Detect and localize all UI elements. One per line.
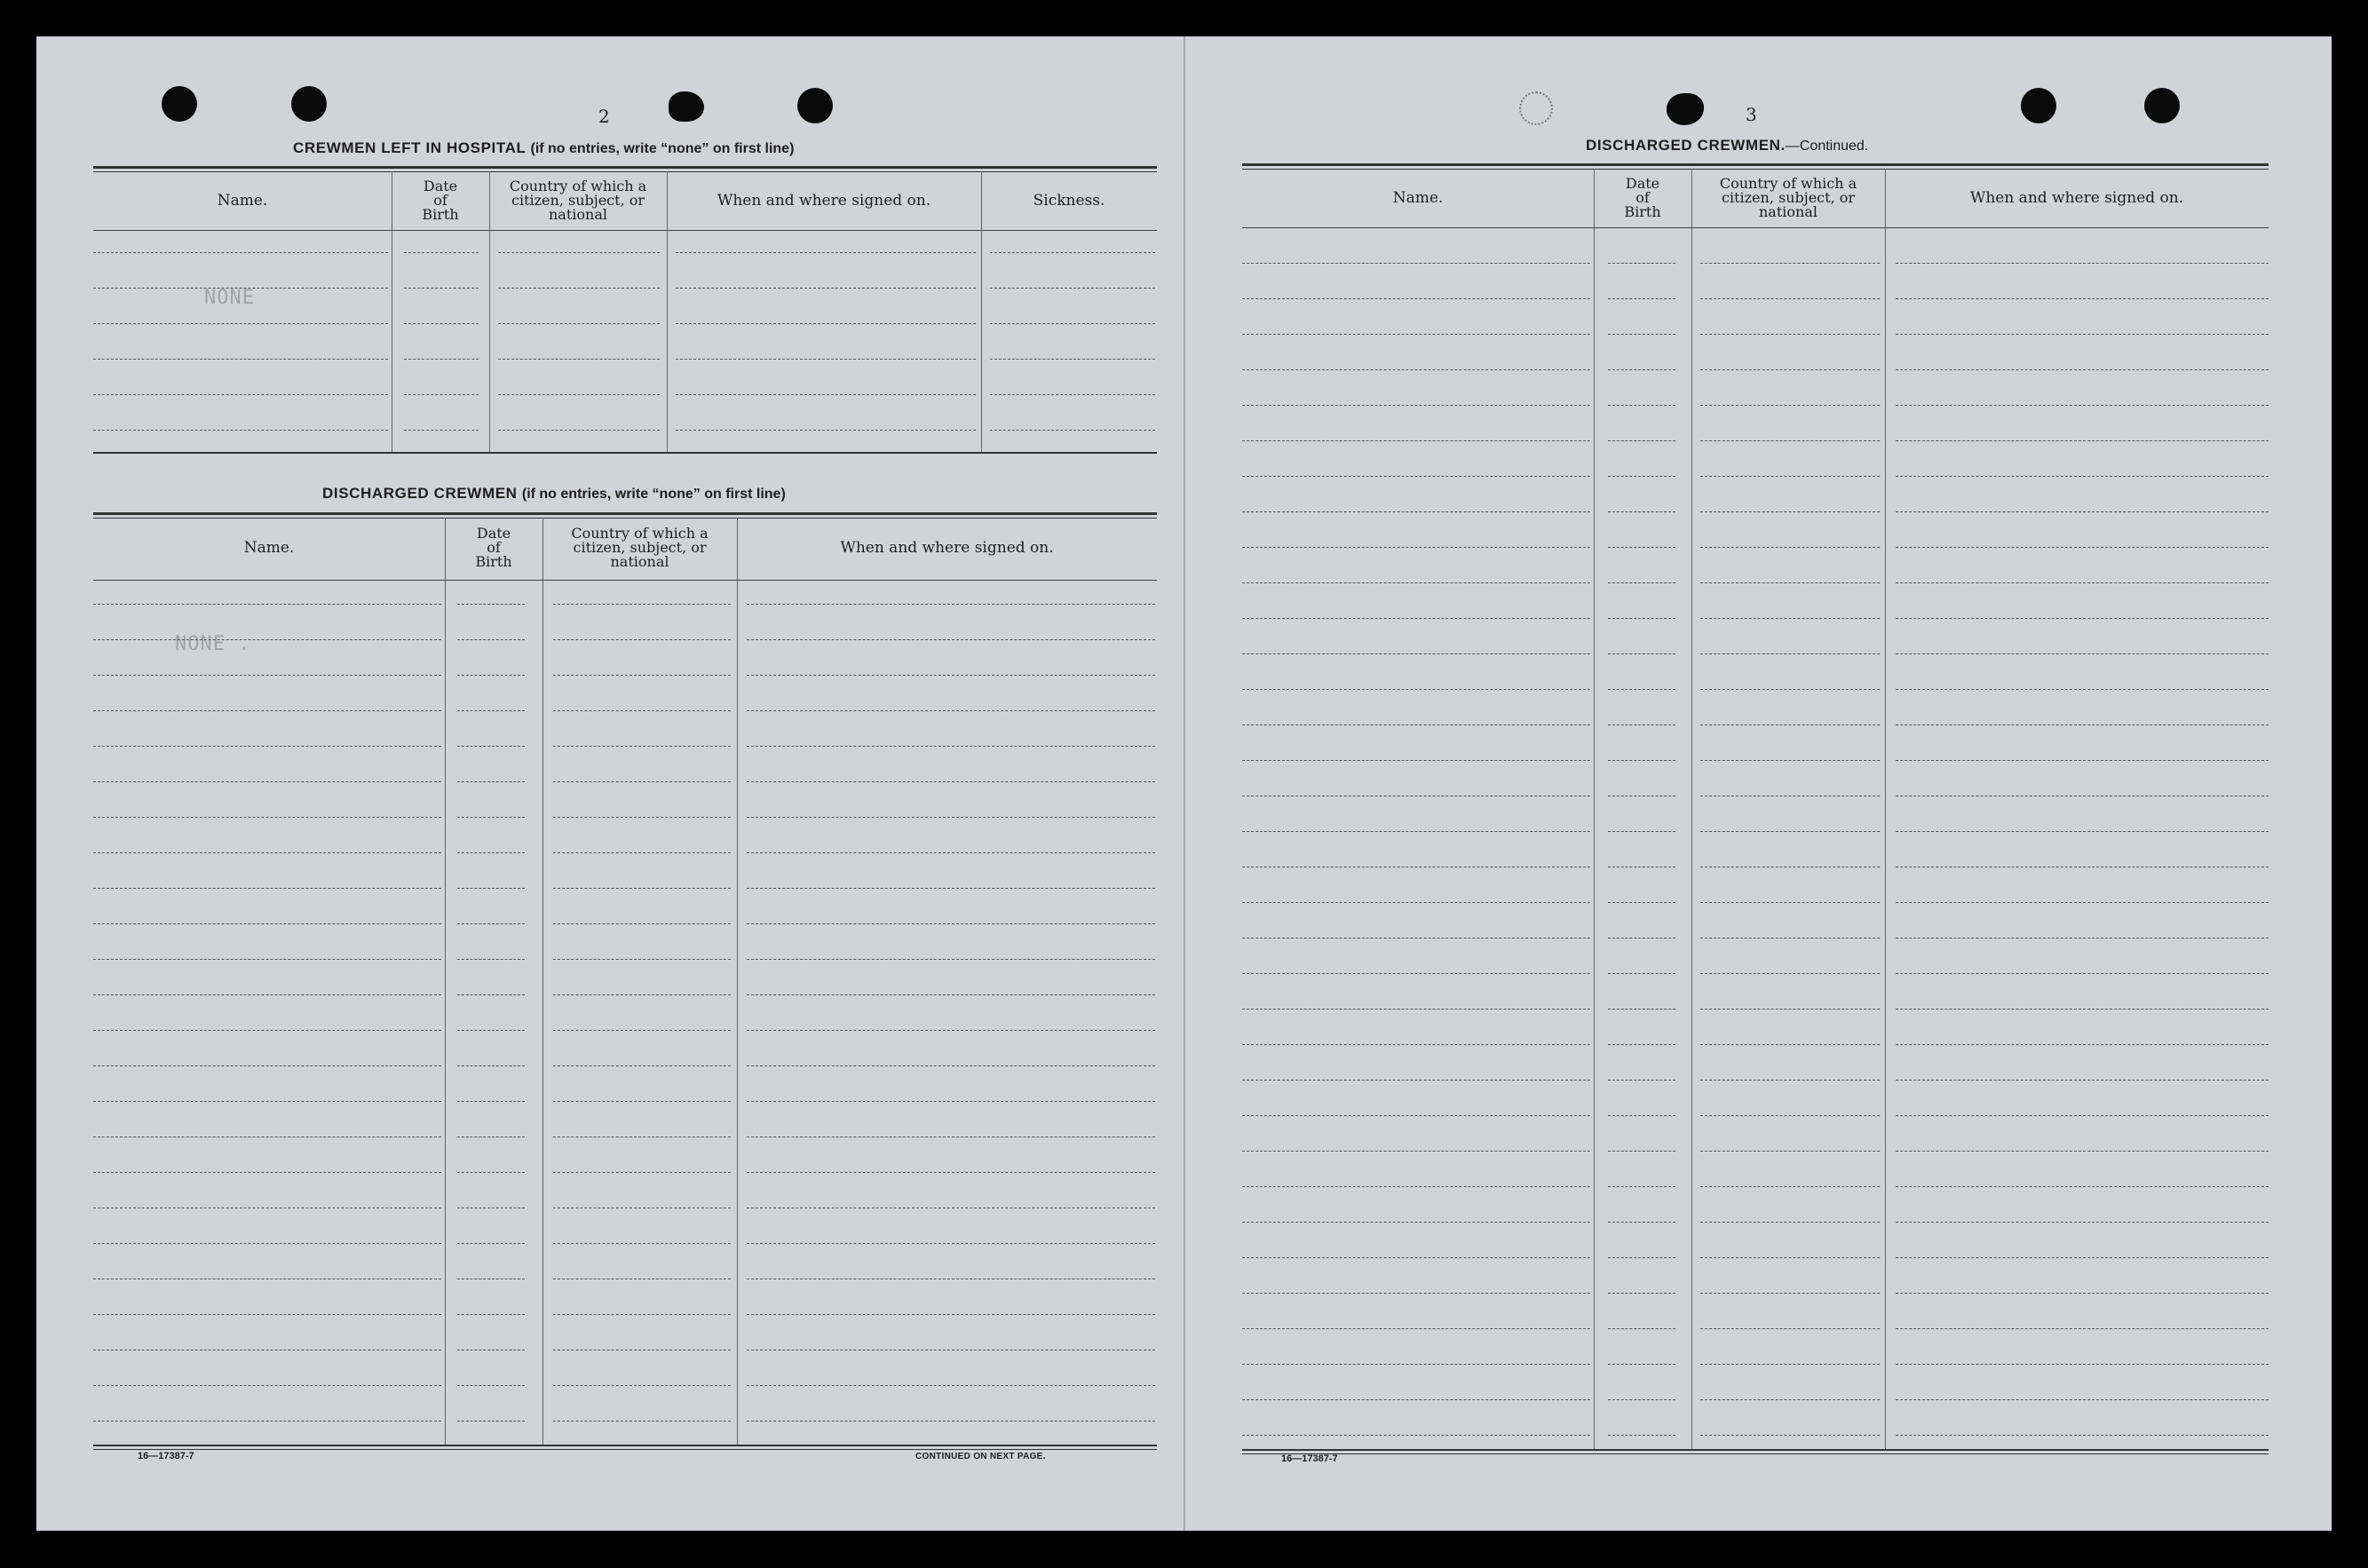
entry-line [747,710,1155,711]
entry-line [747,781,1155,782]
entry-line [1242,760,1590,761]
entry-line [990,288,1155,289]
entry-line [404,430,479,431]
entry-line [676,430,976,431]
entry-line [1896,1435,2269,1436]
entry-line [1608,973,1675,974]
header-date-of-birth: Date of Birth [422,178,459,223]
discharged-instruction: (if no entries, write “none” on first line) [521,487,786,502]
entry-line [553,1385,731,1386]
table-bottom-rule [93,452,1157,454]
entry-line [676,323,976,324]
entry-line [93,852,441,853]
hospital-table [93,166,1157,495]
entry-line [1242,405,1590,406]
entry-line [553,1314,731,1315]
entry-line [93,1065,441,1066]
entry-line [1242,689,1590,690]
entry-line [1608,298,1675,299]
punch-hole [2021,88,2056,123]
entry-line [457,1172,525,1173]
entry-line [1896,1399,2269,1400]
entry-value: NONE . [175,633,251,655]
entry-line [1700,618,1880,619]
entry-line [1896,902,2269,903]
left-page [36,36,1184,1531]
entry-line [553,746,731,747]
entry-line [1242,1044,1590,1045]
entry-line [93,323,388,324]
entry-line [1700,511,1880,512]
entry-line [1242,1364,1590,1365]
entry-line [1896,405,2269,406]
entry-line [498,430,660,431]
column-divider [737,518,738,1445]
entry-line [1608,1257,1675,1258]
entry-line [1608,582,1675,583]
entry-line [553,1136,731,1137]
header-signed-on: When and where signed on. [840,538,1054,557]
entry-line [93,817,441,818]
table-bottom-rule [1242,1449,2269,1454]
entry-line [553,923,731,924]
entry-line [1242,582,1590,583]
entry-line [1700,1293,1880,1294]
entry-line [553,1101,731,1102]
entry-line [1896,1115,2269,1116]
entry-line [1896,1257,2269,1258]
entry-line [1896,1151,2269,1152]
entry-line [1242,902,1590,903]
entry-line [93,252,388,253]
entry-line [1700,405,1880,406]
punch-hole [291,86,327,122]
entry-line [1608,1328,1675,1329]
column-divider [445,518,446,1445]
entry-line [1896,1186,2269,1187]
entry-line [404,323,479,324]
entry-line [93,959,441,960]
entry-line [457,994,525,995]
entry-line [1896,511,2269,512]
entry-line [1608,618,1675,619]
hospital-section-title [293,139,794,157]
entry-line [1608,1151,1675,1152]
entry-line [1242,511,1590,512]
entry-line [1242,476,1590,477]
entry-line [747,1243,1155,1244]
entry-line [553,1065,731,1066]
entry-line [1896,973,2269,974]
entry-line [1608,1435,1675,1436]
entry-line [1242,1186,1590,1187]
entry-line [93,288,388,289]
entry-line [498,394,660,395]
entry-line [93,1385,441,1386]
entry-line [93,604,441,605]
entry-line [1896,831,2269,832]
entry-line [1896,1044,2269,1045]
page-number: 3 [1746,104,1757,125]
table-bottom-rule [93,1445,1157,1450]
entry-line [93,639,441,640]
entry-line [1700,1044,1880,1045]
entry-line [1700,547,1880,548]
entry-line [1896,1009,2269,1010]
entry-line [747,1065,1155,1066]
entry-line [1608,263,1675,264]
discharged-continued-title [1586,137,1868,154]
entry-line [1608,440,1675,441]
form-number: 16—17387-7 [138,1451,194,1461]
entry-line [1896,1328,2269,1329]
entry-line [747,923,1155,924]
entry-line [1242,547,1590,548]
entry-line [457,746,525,747]
punch-hole [162,86,197,122]
form-number: 16—17387-7 [1281,1453,1338,1464]
continued-label: —Continued. [1785,139,1869,154]
punch-hole [2144,88,2180,123]
entry-line [553,1172,731,1173]
entry-line [1608,334,1675,335]
entry-line [1700,369,1880,370]
entry-line [1700,1222,1880,1223]
entry-line [1242,1222,1590,1223]
entry-line [1700,1115,1880,1116]
entry-line [93,394,388,395]
entry-line [747,639,1155,640]
entry-line [990,430,1155,431]
entry-line [1608,1186,1675,1187]
entry-line [553,1030,731,1031]
entry-line [1700,298,1880,299]
entry-line [1242,653,1590,654]
entry-line [1896,1222,2269,1223]
entry-line [1608,653,1675,654]
entry-line [1242,1293,1590,1294]
entry-line [1608,405,1675,406]
entry-line [1608,1364,1675,1365]
entry-line [1700,476,1880,477]
hospital-title-text: CREWMEN LEFT IN HOSPITAL [293,139,527,156]
entry-line [553,604,731,605]
entry-line [93,923,441,924]
entry-line [457,888,525,889]
entry-line [676,394,976,395]
entry-line [1608,1293,1675,1294]
entry-line [1242,1328,1590,1329]
entry-line [747,1101,1155,1102]
entry-line [498,252,660,253]
entry-line [747,888,1155,889]
entry-line [1700,1151,1880,1152]
entry-line [747,1172,1155,1173]
entry-line [1700,1257,1880,1258]
entry-line [1700,1399,1880,1400]
entry-line [1608,1115,1675,1116]
entry-line [1242,1080,1590,1081]
entry-line [1608,1080,1675,1081]
entry-line [747,852,1155,853]
entry-line [457,852,525,853]
entry-line [1700,653,1880,654]
entry-line [747,1314,1155,1315]
entry-line [498,288,660,289]
entry-line [1608,831,1675,832]
entry-line [553,639,731,640]
entry-line [1896,618,2269,619]
entry-line [676,359,976,360]
punch-hole [669,91,704,122]
entry-line [553,959,731,960]
punch-hole [1519,91,1553,125]
header-signed-on: When and where signed on. [717,191,931,210]
entry-line [1608,511,1675,512]
entry-line [498,359,660,360]
entry-line [457,1385,525,1386]
entry-line [553,888,731,889]
header-name: Name. [1392,188,1444,207]
entry-line [1608,547,1675,548]
entry-line [93,430,388,431]
entry-line [1700,689,1880,690]
entry-line [1896,760,2269,761]
entry-line [1896,263,2269,264]
entry-line [498,323,660,324]
entry-line [93,888,441,889]
entry-line [93,746,441,747]
discharged-continued-title-text: DISCHARGED CREWMEN. [1586,137,1786,154]
entry-line [457,923,525,924]
entry-line [1700,440,1880,441]
entry-value: NONE [204,287,255,309]
entry-line [1242,1151,1590,1152]
entry-line [404,288,479,289]
column-divider [1691,169,1692,1449]
entry-line [457,1243,525,1244]
entry-line [1700,760,1880,761]
entry-line [457,710,525,711]
entry-line [747,994,1155,995]
entry-line [457,639,525,640]
entry-line [1700,1009,1880,1010]
header-country: Country of which a citizen, subject, or national [571,525,709,570]
entry-line [1896,582,2269,583]
entry-line [747,675,1155,676]
entry-line [1608,689,1675,690]
entry-line [1242,973,1590,974]
entry-line [1242,1257,1590,1258]
entry-line [1896,369,2269,370]
entry-line [457,1065,525,1066]
entry-line [1700,973,1880,974]
entry-line [676,252,976,253]
entry-line [1242,831,1590,832]
entry-line [93,710,441,711]
entry-line [457,959,525,960]
entry-line [93,1136,441,1137]
entry-line [990,394,1155,395]
continued-note: CONTINUED ON NEXT PAGE. [915,1452,1046,1461]
entry-line [747,1385,1155,1386]
entry-line [1608,1009,1675,1010]
hospital-instruction: (if no entries, write “none” on first line) [530,141,795,156]
entry-line [1608,1044,1675,1045]
header-rule [93,580,1157,581]
header-signed-on: When and where signed on. [1969,188,2184,207]
entry-line [1700,582,1880,583]
discharged-section-title [322,485,786,503]
entry-line [1242,369,1590,370]
header-name: Name. [217,191,268,210]
entry-line [1242,1399,1590,1400]
entry-line [457,1314,525,1315]
entry-line [93,675,441,676]
entry-line [1896,653,2269,654]
entry-line [1896,1080,2269,1081]
entry-line [93,994,441,995]
page-number: 2 [598,106,610,127]
entry-line [1608,902,1675,903]
header-rule [1242,227,2269,228]
entry-line [1700,831,1880,832]
entry-line [1700,1328,1880,1329]
discharged-title-text: DISCHARGED CREWMEN [322,485,518,502]
entry-line [990,252,1155,253]
entry-line [1608,369,1675,370]
entry-line [1896,689,2269,690]
entry-line [93,1243,441,1244]
entry-line [93,1030,441,1031]
entry-line [404,252,479,253]
entry-line [1608,1399,1675,1400]
column-divider [1594,169,1595,1449]
entry-line [553,1243,731,1244]
entry-line [747,604,1155,605]
entry-line [747,959,1155,960]
entry-line [1700,902,1880,903]
entry-line [1242,334,1590,335]
entry-line [1242,1435,1590,1436]
header-date-of-birth: Date of Birth [1624,175,1661,220]
header-name: Name. [243,538,295,557]
entry-line [1242,440,1590,441]
entry-line [1700,1435,1880,1436]
discharged-table [93,512,1157,1489]
entry-line [1896,547,2269,548]
entry-line [553,852,731,853]
header-sickness: Sickness. [1033,191,1105,210]
entry-line [1608,1222,1675,1223]
entry-line [1896,1364,2269,1365]
entry-line [93,359,388,360]
punch-hole [1667,93,1704,125]
entry-line [1242,263,1590,264]
entry-line [404,359,479,360]
entry-line [1608,476,1675,477]
entry-line [747,1030,1155,1031]
entry-line [1896,1293,2269,1294]
entry-line [1608,760,1675,761]
entry-line [457,781,525,782]
entry-line [553,675,731,676]
right-page [1184,36,2332,1531]
discharged-continued-table [1242,163,2269,1495]
entry-line [1896,298,2269,299]
entry-line [553,710,731,711]
header-rule [93,230,1157,231]
entry-line [93,781,441,782]
entry-line [1896,334,2269,335]
entry-line [553,817,731,818]
entry-line [1896,440,2269,441]
entry-line [93,1314,441,1315]
entry-line [1896,476,2269,477]
entry-line [1700,263,1880,264]
entry-line [1242,1009,1590,1010]
entry-line [457,817,525,818]
column-divider [1885,169,1886,1449]
entry-line [747,746,1155,747]
entry-line [553,781,731,782]
entry-line [457,1136,525,1137]
entry-line [93,1101,441,1102]
header-date-of-birth: Date of Birth [475,525,512,570]
entry-line [747,1136,1155,1137]
entry-line [990,323,1155,324]
entry-line [747,817,1155,818]
entry-line [457,604,525,605]
entry-line [676,288,976,289]
entry-line [1700,1186,1880,1187]
header-country: Country of which a citizen, subject, or national [1719,175,1857,220]
entry-line [553,994,731,995]
entry-line [1700,1080,1880,1081]
entry-line [93,1172,441,1173]
entry-line [1242,1115,1590,1116]
punch-hole [797,88,833,123]
entry-line [457,1030,525,1031]
entry-line [1242,298,1590,299]
entry-line [1700,1364,1880,1365]
entry-line [990,359,1155,360]
entry-line [457,1101,525,1102]
entry-line [404,394,479,395]
entry-line [457,675,525,676]
entry-line [1700,334,1880,335]
header-country: Country of which a citizen, subject, or national [509,178,647,223]
entry-line [1242,618,1590,619]
